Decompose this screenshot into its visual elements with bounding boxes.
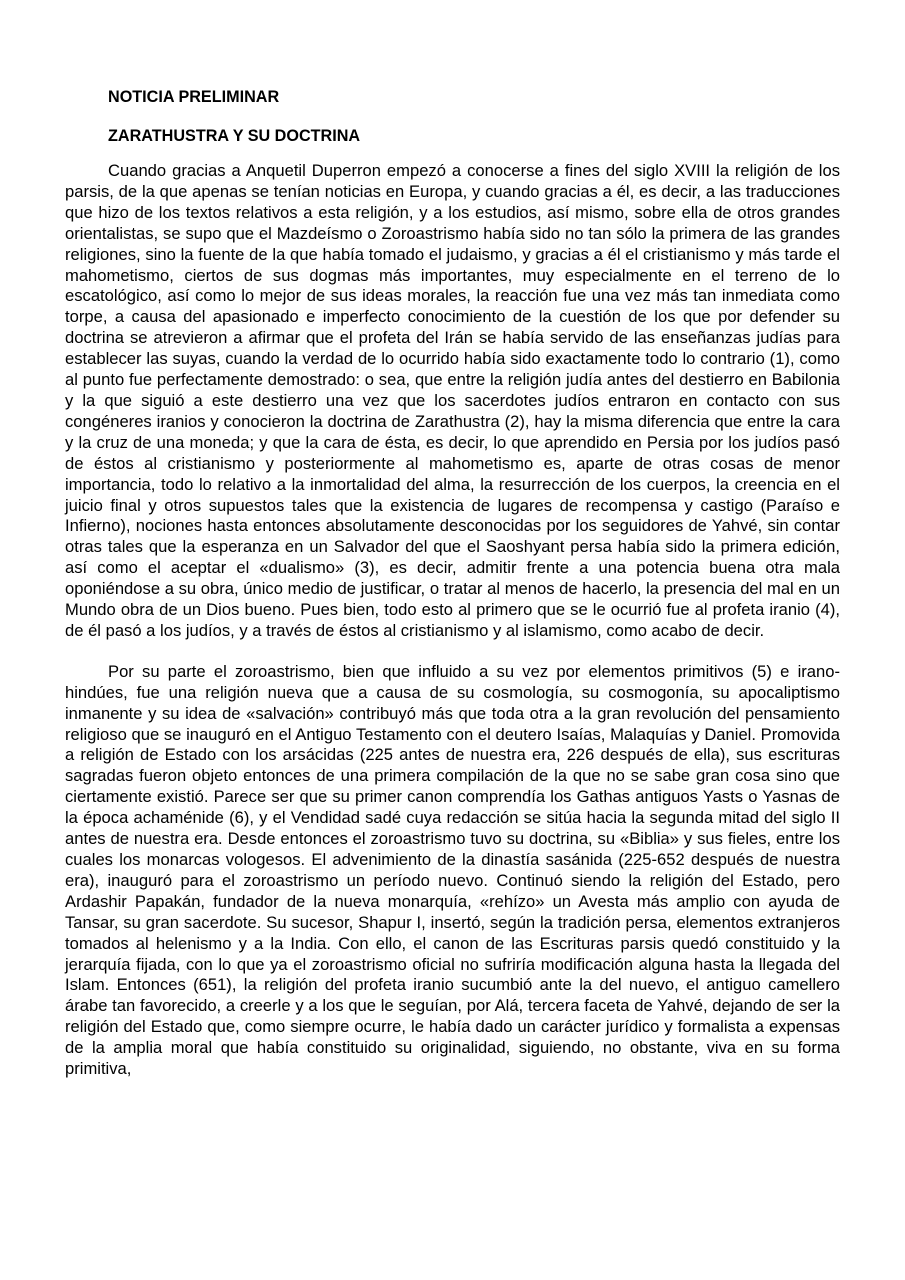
body-paragraph: Por su parte el zoroastrismo, bien que influido a su vez por elementos primitivos (5) e irano-hindúes, fue una religión nueva que a causa de su cosmología, su cosmogonía, su apocaliptismo inmanente y su idea de «salvación» contribuyó más que toda otra a la gran revolución del pensamiento religioso que se inauguró en el Antiguo Testamento con el deutero Isaías, Malaquías y Daniel. Promovida a religión de Estado con los arsácidas (225 antes de nuestra era, 226 después de ella), sus escrituras sagradas fueron objeto entonces de una primera compilación de la que no se sabe gran cosa sino que ciertamente existió. Parece ser que su primer canon comprendía los Gathas antiguos Yasts o Yasnas de la época achaménide (6), y el Vendidad sadé cuya redacción se sitúa hacia la segunda mitad del siglo II antes de nuestra era. Desde entonces el zoroastrismo tuvo su doctrina, su «Biblia» y sus fieles, entre los cuales los monarcas vologesos. El advenimiento de la dinastía sasánida (225-652 después de nuestra era), inauguró para el zoroastrismo un período nuevo. Continuó siendo la religión del Estado, pero Ardashir Papakán, fundador de la nueva monarquía, «rehízo» un Avesta más amplio con ayuda de Tansar, su gran sacerdote. Su sucesor, Shapur I, insertó, según la tradición persa, elementos extranjeros tomados al helenismo y a la India. Con ello, el canon de las Escrituras parsis quedó constituido y la jerarquía fijada, con lo que ya el zoroastrismo oficial no sufriría modificación alguna hasta la llegada del Islam. Entonces (651), la religión del profeta iranio sucumbió ante la del nuevo, el antiguo camellero árabe tan favorecido, a creerle y a los que le seguían, por Alá, tercera faceta de Yahvé, dejando de ser la religión del Estado que, como siempre ocurre, le había dado un carácter jurídico y formalista a expensas de la amplia moral que había constituido su originalidad, siguiendo, no obstante, viva en su forma primitiva, bbox=[65, 661, 840, 1079]
body-paragraph: Cuando gracias a Anquetil Duperron empezó a conocerse a fines del siglo XVIII la religión de los parsis, de la que apenas se tenían noticias en Europa, y cuando gracias a él, es decir, a las traducciones que hizo de los textos relativos a esta religión, y a los estudios, así mismo, sobre ella de otros grandes orientalistas, se supo que el Mazdeísmo o Zoroastrismo había sido no tan sólo la primera de las grandes religiones, sino la fuente de la que había tomado el judaismo, y gracias a él el cristianismo y más tarde el mahometismo, ciertos de sus dogmas más importantes, muy especialmente en el terreno de lo escatológico, así como lo mejor de sus ideas morales, la reacción fue una vez más tan inmediata como torpe, a causa del apasionado e imperfecto conocimiento de la cuestión de los que por defender su doctrina se atrevieron a afirmar que el profeta del Irán se había servido de las enseñanzas judías para establecer las suyas, cuando la verdad de lo ocurrido había sido exactamente todo lo contrario (1), como al punto fue perfectamente demostrado: o sea, que entre la religión judía antes del destierro en Babilonia y la que siguió a este destierro una vez que los sacerdotes judíos entraron en contacto con sus congéneres iranios y conocieron la doctrina de Zarathustra (2), hay la misma diferencia que entre la cara y la cruz de una moneda; y que la cara de ésta, es decir, lo que aprendido en Persia por los judíos pasó de éstos al cristianismo y posteriormente al mahometismo es, aparte de otras cosas de menor importancia, todo lo relativo a la inmortalidad del alma, la resurrección de los cuerpos, la creencia en el juicio final y otros supuestos tales que la existencia de lugares de recompensa y castigo (Paraíso e Infierno), nociones hasta entonces absolutamente desconocidas por los seguidores de Yahvé, sin contar otras tales que la esperanza en un Salvador del que el Saoshyant persa había sido la primera edición, así como el aceptar el «dualismo» (3), es decir, admitir frente a una potencia buena otra mala oponiéndose a su obra, único medio de justificar, o tratar al menos de hacerlo, la presencia del mal en un Mundo obra de un Dios bueno. Pues bien, todo esto al primero que se le ocurrió fue al profeta iranio (4), de él pasó a los judíos, y a través de éstos al cristianismo y al islamismo, como acabo de decir. bbox=[65, 161, 840, 640]
section-heading-doctrine: ZARATHUSTRA Y SU DOCTRINA bbox=[108, 127, 361, 145]
document-body bbox=[65, 85, 840, 1080]
section-heading-preliminary: NOTICIA PRELIMINAR bbox=[108, 88, 280, 106]
